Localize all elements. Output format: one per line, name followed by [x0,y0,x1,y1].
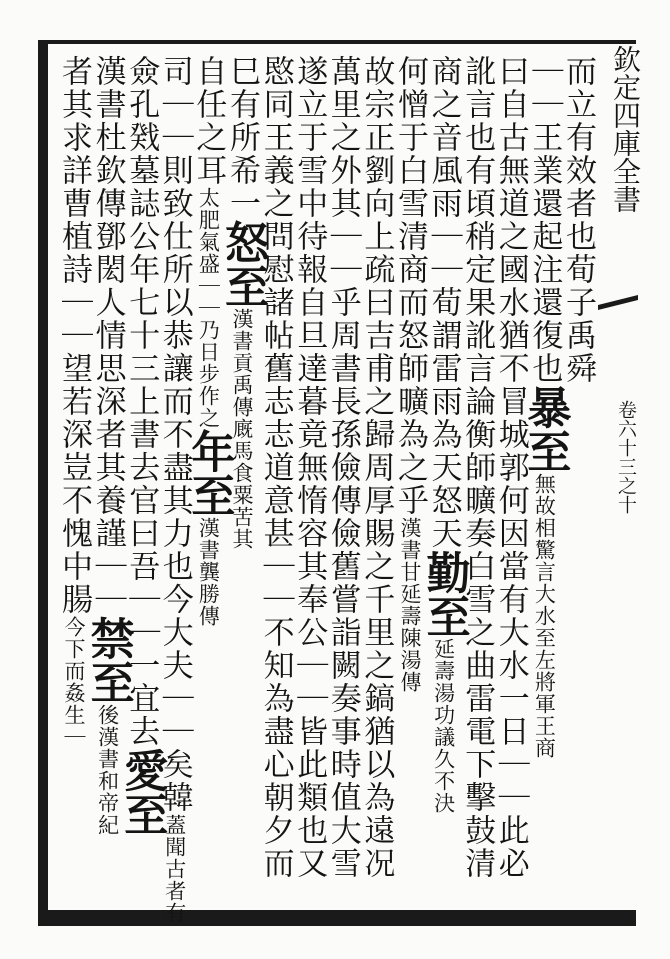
annotation-text: 今下而姦生｜ [62,616,86,748]
annotation-text: 後漢書和帝紀 [95,704,120,836]
body-text: 商之音風雨｜｜荀謂雷雨為天怒天 [425,55,462,550]
entry-headword: 年至 [183,429,235,517]
body-text: 愍同王義之問慰諸帖舊志志道意甚｜｜不知為盡心朝夕而 [257,55,294,880]
body-text: 遂立于雪中待報自旦達暮竟無惰容其奉公｜｜皆此類也又 [291,55,328,880]
text-column [54,55,94,915]
body-text: 僉孔戣墓誌公年七十三上書去官曰吾｜｜一宜去 [123,55,160,748]
annotation-text: 漢書龔勝傳 [196,517,221,627]
annotation-text: 漢書甘延壽陳湯傳 [398,517,422,693]
body-text: 巳有所希一 [224,55,260,220]
annotation-text: 漢書貢禹傳廐馬食粟苦其 [230,308,254,550]
body-text: 而立有效者也荀子禹舜 [560,55,596,385]
juan-label: 卷六十三之十 [615,400,637,514]
book-title: 欽定四庫全書 [609,45,642,213]
entry-headword: 禁至 [82,616,134,704]
body-text: 者其求詳曹植詩｜｜望若深豈不愧中腸 [56,55,92,616]
annotation-text: 太肥氣盛｜｜乃日步作之 [196,187,221,429]
annotation-text: 無故相驚言大水至左將軍王商 [532,473,557,759]
annotation-text: 延壽湯功議久不決 [431,638,456,814]
body-text: 何憎于白雪清商而怒師曠為之乎 [392,55,428,517]
entry-headword: 愛至 [116,748,168,836]
entry-headword: 暴至 [519,385,571,473]
body-text: ｜｜王業還起注還復也 [526,55,563,385]
body-text: 故宗正劉向上疏曰吉甫之歸周厚賜之千里之鎬猶以為遠况 [358,55,395,880]
body-text: 司｜｜則致仕所以恭讓而不盡其力也今大夫｜｜矣韓 [156,55,193,814]
top-border [38,40,636,44]
entry-headword: 勤至 [418,550,470,638]
entry-headword: 怒至 [217,220,268,308]
left-border [38,40,48,926]
body-text: 自任之耳 [190,55,227,187]
body-text: 萬里之外其｜｜乎周書長孫儉傳儉舊嘗詣闕奏事時值大雪 [324,55,361,880]
body-text: 曰自古無道之國水猶不冒城郭何因當有大水一日｜｜此必 [492,55,529,880]
body-text: 漢書杜欽傳鄧閎人情思深者其養謹｜｜ [89,55,126,616]
annotation-text: 蓋聞古者有 [162,814,187,924]
body-text: 訛言也有頃稍定果訛言論衡師曠奏白雪之曲雷電下擊鼓清 [459,55,496,880]
